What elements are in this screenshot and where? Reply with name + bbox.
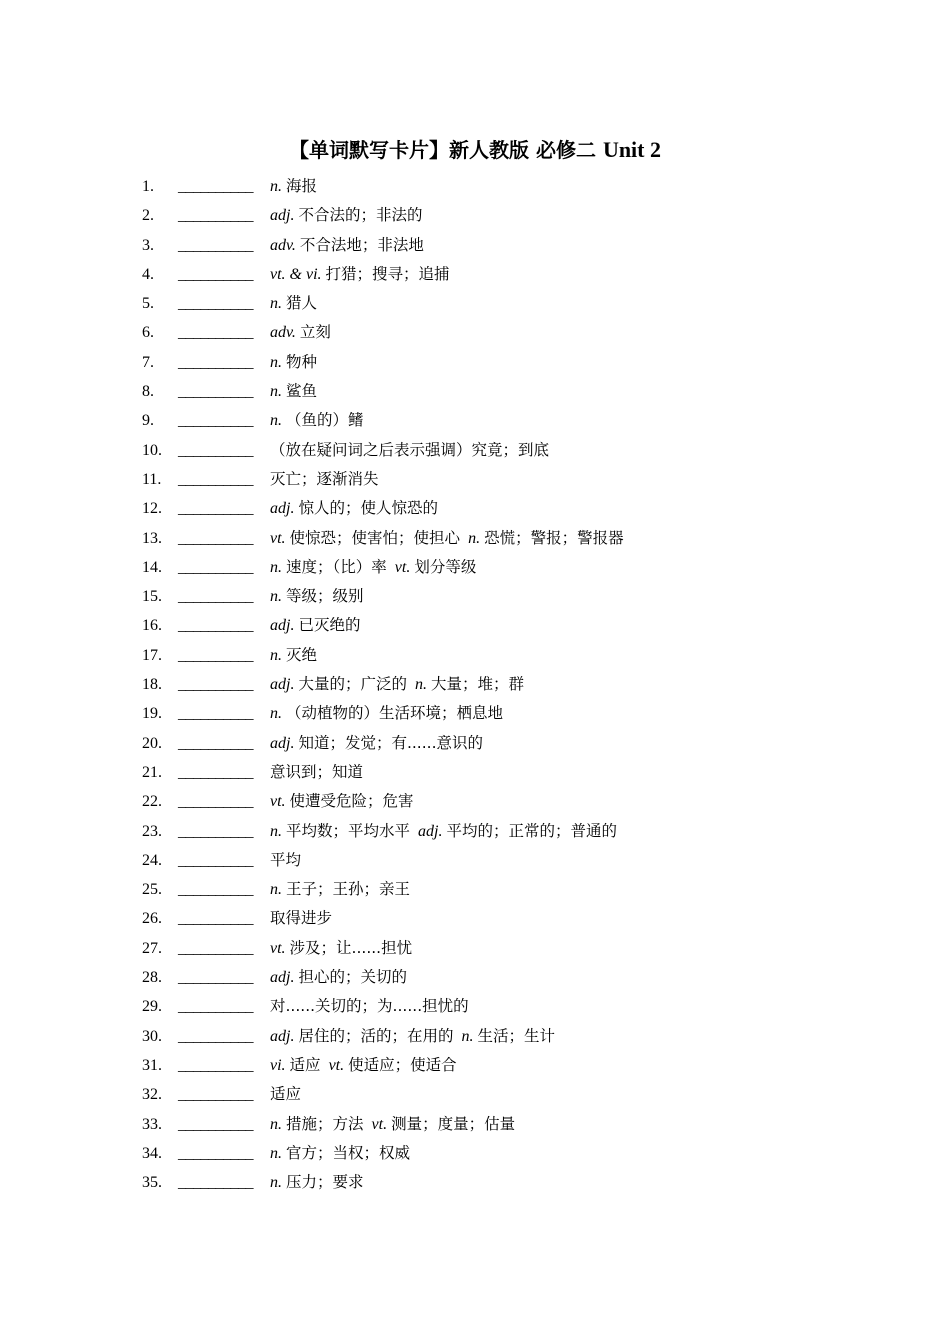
item-number: 7.: [142, 353, 154, 371]
meaning: [270, 729, 483, 758]
answer-blank: __________: [178, 558, 253, 576]
definition-text: 官方；当权；权威: [286, 1143, 411, 1162]
definition-text: 取得进步: [270, 909, 333, 928]
item-number: 25.: [142, 881, 162, 899]
answer-blank: __________: [178, 705, 253, 723]
meaning: [270, 670, 524, 699]
item-number: 31.: [142, 1056, 162, 1074]
definition-text: 王子；王孙；亲王: [286, 880, 411, 899]
part-of-speech: adj.: [270, 1027, 295, 1045]
meaning: [270, 289, 317, 318]
answer-blank: __________: [178, 763, 253, 781]
definition-text: 使适应；使适合: [348, 1055, 457, 1074]
item-number: 17.: [142, 646, 162, 664]
vocab-row: [142, 1051, 842, 1080]
definition-text: 措施；方法: [286, 1114, 364, 1133]
page-title-unit: Unit 2: [602, 137, 661, 162]
answer-blank: __________: [178, 588, 253, 606]
meaning: [270, 318, 331, 347]
answer-blank: __________: [178, 383, 253, 401]
definition-text: 恐慌；警报；警报器: [484, 528, 624, 547]
meaning: [270, 641, 317, 670]
vocab-row: [142, 992, 842, 1021]
definition-text: 不合法地；非法地: [299, 235, 424, 254]
answer-blank: __________: [178, 500, 253, 518]
part-of-speech: adj.: [270, 207, 295, 225]
item-number: 16.: [142, 617, 162, 635]
part-of-speech: n.: [270, 558, 282, 576]
answer-blank: __________: [178, 529, 253, 547]
vocab-row: [142, 406, 842, 435]
definition-text: 惊人的；使人惊恐的: [298, 499, 438, 518]
definition-text: 平均的；正常的；普通的: [446, 821, 617, 840]
meaning: [270, 436, 549, 465]
item-number: 1.: [142, 178, 154, 195]
vocab-row: [142, 1080, 842, 1109]
meaning: [270, 787, 414, 816]
part-of-speech: n.: [270, 881, 282, 899]
item-number: 6.: [142, 324, 154, 342]
definition-text: 压力；要求: [286, 1173, 364, 1192]
vocab-row: [142, 1110, 842, 1139]
meaning: [270, 377, 317, 406]
vocab-row: [142, 1022, 842, 1051]
answer-blank: __________: [178, 1144, 253, 1162]
item-number: 19.: [142, 705, 162, 723]
answer-blank: __________: [178, 236, 253, 254]
answer-blank: __________: [178, 1174, 253, 1192]
meaning: [270, 758, 363, 787]
meaning: [270, 611, 360, 640]
meaning: [270, 582, 364, 611]
part-of-speech: n.: [270, 412, 282, 430]
answer-blank: __________: [178, 646, 253, 664]
vocab-row: [142, 201, 842, 230]
answer-blank: __________: [178, 734, 253, 752]
meaning: [270, 1051, 457, 1080]
definition-text: 灭绝: [286, 645, 318, 664]
definition-text: 大量的；广泛的: [298, 675, 407, 694]
definition-text: 担心的；关切的: [298, 968, 407, 987]
vocab-row: [142, 494, 842, 523]
answer-blank: __________: [178, 412, 253, 430]
item-number: 12.: [142, 500, 162, 518]
part-of-speech: vi.: [270, 1056, 286, 1074]
vocab-row: [142, 231, 842, 260]
part-of-speech: adj.: [270, 676, 295, 694]
definition-text: 平均: [270, 850, 302, 869]
meaning: [270, 231, 424, 260]
vocab-row: [142, 172, 842, 201]
vocab-row: [142, 963, 842, 992]
vocab-row: [142, 318, 842, 347]
definition-text: 使遭受危险；危害: [289, 792, 414, 811]
item-number: 34.: [142, 1144, 162, 1162]
definition-text: 立刻: [299, 323, 331, 342]
part-of-speech: adj.: [270, 734, 295, 752]
item-number: 9.: [142, 412, 154, 430]
vocab-row: [142, 670, 842, 699]
meaning: [270, 904, 332, 933]
vocab-row: [142, 348, 842, 377]
definition-text: 鲨鱼: [286, 382, 318, 401]
item-number: 5.: [142, 295, 154, 313]
part-of-speech: adv.: [270, 324, 296, 342]
vocab-row: [142, 436, 842, 465]
answer-blank: __________: [178, 676, 253, 694]
vocab-row: [142, 260, 842, 289]
item-number: 35.: [142, 1174, 162, 1192]
part-of-speech: vt.: [328, 1056, 345, 1074]
part-of-speech: n.: [468, 529, 481, 547]
item-number: 24.: [142, 851, 162, 869]
meaning: [270, 1080, 301, 1109]
vocab-row: [142, 1168, 842, 1197]
part-of-speech: vt.: [270, 939, 286, 957]
part-of-speech: adv.: [270, 236, 296, 254]
item-number: 10.: [142, 441, 162, 459]
definition-text: （鱼的）鳍: [286, 411, 364, 430]
answer-blank: __________: [178, 295, 253, 313]
definition-text: 平均数；平均水平: [286, 821, 411, 840]
meaning: [270, 1139, 410, 1168]
meaning: [270, 963, 407, 992]
part-of-speech: n.: [270, 353, 282, 371]
item-number: 29.: [142, 998, 162, 1016]
definition-text: 猎人: [286, 294, 318, 313]
definition-text: 测量；度量；估量: [391, 1114, 516, 1133]
meaning: [270, 1110, 515, 1139]
definition-text: 物种: [286, 352, 318, 371]
answer-blank: __________: [178, 793, 253, 811]
answer-blank: __________: [178, 617, 253, 635]
meaning: [270, 553, 476, 582]
meaning: [270, 406, 364, 435]
answer-blank: __________: [178, 470, 253, 488]
part-of-speech: vt.: [270, 793, 286, 811]
answer-blank: __________: [178, 324, 253, 342]
item-number: 22.: [142, 793, 162, 811]
answer-blank: __________: [178, 207, 253, 225]
vocab-row: [142, 289, 842, 318]
meaning: [270, 1022, 555, 1051]
definition-text: 生活；生计: [477, 1026, 555, 1045]
answer-blank: __________: [178, 969, 253, 987]
item-number: 26.: [142, 910, 162, 928]
part-of-speech: vt.: [394, 558, 411, 576]
answer-blank: __________: [178, 1056, 253, 1074]
item-number: 11.: [142, 470, 162, 488]
item-number: 18.: [142, 676, 162, 694]
page-title-main: 【单词默写卡片】新人教版 必修二: [289, 138, 603, 162]
item-number: 33.: [142, 1115, 162, 1133]
meaning: [270, 524, 624, 553]
definition-text: 知道；发觉；有......意识的: [298, 733, 484, 752]
vocab-row: [142, 377, 842, 406]
part-of-speech: n.: [270, 295, 282, 313]
meaning: [270, 934, 412, 963]
definition-text: 速度；（比）率: [286, 557, 387, 576]
item-number: 13.: [142, 529, 162, 547]
meaning: [270, 817, 617, 846]
item-number: 14.: [142, 558, 162, 576]
definition-text: 划分等级: [414, 557, 477, 576]
part-of-speech: adj.: [270, 969, 295, 987]
answer-blank: __________: [178, 1115, 253, 1133]
part-of-speech: n.: [270, 822, 282, 840]
part-of-speech: vt. & vi.: [270, 265, 322, 283]
item-number: 30.: [142, 1027, 162, 1045]
definition-text: 使惊恐；使害怕；使担心: [289, 528, 461, 547]
vocab-row: [142, 817, 842, 846]
vocab-row: [142, 699, 842, 728]
vocab-row: [142, 846, 842, 875]
answer-blank: __________: [178, 998, 253, 1016]
part-of-speech: n.: [270, 588, 282, 606]
part-of-speech: n.: [270, 1115, 282, 1133]
definition-text: （动植物的）生活环境；栖息地: [286, 704, 504, 723]
part-of-speech: n.: [461, 1027, 474, 1045]
meaning: [270, 1168, 364, 1197]
vocab-row: [142, 758, 842, 787]
meaning: [270, 348, 317, 377]
definition-text: 等级；级别: [286, 587, 364, 606]
answer-blank: __________: [178, 178, 253, 195]
vocab-row: [142, 875, 842, 904]
definition-text: 居住的；活的；在用的: [298, 1026, 454, 1045]
vocab-row: [142, 641, 842, 670]
vocab-row: [142, 553, 842, 582]
part-of-speech: n.: [414, 676, 427, 694]
vocabulary-list: [142, 172, 842, 1197]
meaning: [270, 465, 379, 494]
definition-text: 已灭绝的: [298, 616, 361, 635]
vocab-row: [142, 787, 842, 816]
page-title: [0, 136, 950, 164]
answer-blank: __________: [178, 353, 253, 371]
part-of-speech: n.: [270, 1174, 282, 1192]
vocab-row: [142, 934, 842, 963]
vocab-row: [142, 524, 842, 553]
answer-blank: __________: [178, 1027, 253, 1045]
vocab-row: [142, 1139, 842, 1168]
item-number: 15.: [142, 588, 162, 606]
item-number: 21.: [142, 763, 162, 781]
meaning: [270, 875, 410, 904]
meaning: [270, 172, 317, 201]
part-of-speech: n.: [270, 1144, 282, 1162]
item-number: 20.: [142, 734, 162, 752]
vocab-row: [142, 729, 842, 758]
meaning: [270, 992, 469, 1021]
meaning: [270, 699, 503, 728]
part-of-speech: n.: [270, 705, 282, 723]
meaning: [270, 494, 438, 523]
definition-text: 不合法的；非法的: [298, 206, 423, 225]
definition-text: 对......关切的；为......担忧的: [270, 997, 469, 1016]
item-number: 23.: [142, 822, 162, 840]
meaning: [270, 846, 301, 875]
item-number: 3.: [142, 236, 154, 254]
part-of-speech: n.: [270, 646, 282, 664]
vocab-row: [142, 904, 842, 933]
item-number: 28.: [142, 969, 162, 987]
answer-blank: __________: [178, 939, 253, 957]
answer-blank: __________: [178, 1086, 253, 1104]
answer-blank: __________: [178, 910, 253, 928]
definition-text: 海报: [286, 177, 318, 195]
definition-text: （放在疑问词之后表示强调）究竟；到底: [270, 440, 550, 459]
part-of-speech: vt.: [270, 529, 286, 547]
part-of-speech: n.: [270, 383, 282, 401]
vocab-row: [142, 611, 842, 640]
definition-text: 打猎；搜寻；追捕: [325, 264, 450, 283]
meaning: [270, 201, 422, 230]
vocab-row: [142, 582, 842, 611]
part-of-speech: vt.: [371, 1115, 388, 1133]
definition-text: 大量；堆；群: [430, 675, 524, 694]
item-number: 27.: [142, 939, 162, 957]
definition-text: 灭亡；逐渐消失: [270, 469, 379, 488]
part-of-speech: adj.: [270, 500, 295, 518]
definition-text: 适应: [289, 1055, 321, 1074]
definition-text: 适应: [270, 1085, 302, 1104]
item-number: 2.: [142, 207, 154, 225]
answer-blank: __________: [178, 822, 253, 840]
vocab-row: [142, 465, 842, 494]
answer-blank: __________: [178, 881, 253, 899]
part-of-speech: adj.: [270, 617, 295, 635]
item-number: 32.: [142, 1086, 162, 1104]
item-number: 4.: [142, 265, 154, 283]
answer-blank: __________: [178, 265, 253, 283]
answer-blank: __________: [178, 851, 253, 869]
definition-text: 意识到；知道: [270, 762, 364, 781]
definition-text: 涉及；让......担忧: [289, 938, 413, 957]
answer-blank: __________: [178, 441, 253, 459]
item-number: 8.: [142, 383, 154, 401]
part-of-speech: n.: [270, 178, 282, 195]
meaning: [270, 260, 450, 289]
part-of-speech: adj.: [418, 822, 443, 840]
